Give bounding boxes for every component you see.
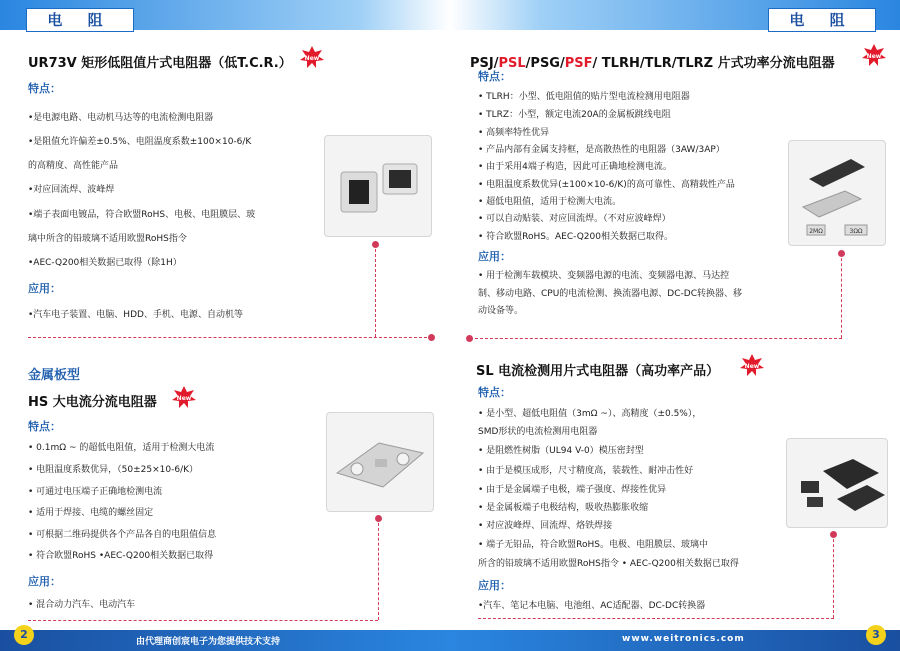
ur73v-feature: •端子表面电镀品，符合欧盟RoHS、电极、电阻膜层、玻	[28, 210, 256, 220]
hs-features-label: 特点：	[28, 420, 61, 433]
psj-app: • 用于检测车载模块、变频器电源的电流、变频器电源、马达控	[478, 271, 730, 281]
psj-feature: • 由于采用4端子构造，因此可正确地检测电流。	[478, 162, 672, 172]
ur73v-feature: •是电源电路、电动机马达等的电流检测电阻器	[28, 113, 214, 123]
divider-line	[28, 337, 432, 338]
page-number-left: 2	[14, 625, 34, 645]
hs-feature: • 可根据二维码提供各个产品各自的电阻值信息	[28, 530, 217, 540]
connector-line	[833, 534, 834, 618]
sl-feature: • 是阻燃性树脂（UL94 V-0）模压密封型	[478, 446, 644, 456]
ur73v-feature: 璃中所含的铅玻璃不适用欧盟RoHS指令	[28, 234, 187, 244]
ur73v-feature: •对应回流焊、波峰焊	[28, 185, 115, 195]
metal-category-title: 金属板型	[28, 368, 81, 383]
divider-line	[470, 338, 842, 339]
psj-feature: • TLRH：小型、低电阻值的贴片型电流检测用电阻器	[478, 92, 690, 102]
sl-app-label: 应用：	[478, 579, 511, 592]
psj-feature: • 超低电阻值，适用于检测大电流。	[478, 197, 622, 207]
footer-band	[0, 630, 900, 651]
new-badge-icon	[172, 386, 196, 408]
sl-feature: 所含的铅玻璃不适用欧盟RoHS指令 • AEC-Q200相关数据已取得	[478, 559, 739, 569]
divider-line	[478, 618, 834, 619]
svg-text:3ΩΩ: 3ΩΩ	[849, 228, 863, 235]
header-tab-left: 电 阻	[26, 8, 134, 32]
svg-text:2MΩ: 2MΩ	[809, 228, 823, 235]
hs-product-photo	[326, 412, 434, 512]
divider-dot	[466, 335, 473, 342]
new-badge-icon	[300, 46, 324, 68]
ur73v-feature: •是阻值允许偏差±0.5%、电阻温度系数±100×10-6/K	[28, 137, 252, 147]
svg-text:New: New	[304, 55, 320, 62]
ur73v-app-label: 应用：	[28, 282, 61, 295]
sl-feature: • 是金属板端子电极结构，吸收热膨胀收缩	[478, 503, 649, 513]
hs-title: HS 大电流分流电阻器	[28, 395, 157, 410]
ur73v-title: UR73V 矩形低阻值片式电阻器（低T.C.R.）	[28, 56, 292, 71]
connector-line	[841, 253, 842, 338]
sl-title: SL 电流检测用片式电阻器（高功率产品）	[476, 364, 720, 379]
new-badge-icon	[740, 354, 764, 376]
hs-feature: • 符合欧盟RoHS •AEC-Q200相关数据已取得	[28, 551, 214, 561]
psj-feature: • 符合欧盟RoHS。AEC-Q200相关数据已取得。	[478, 232, 673, 242]
ur73v-features-label: 特点：	[28, 82, 61, 95]
psj-title: PSJ/PSL/PSG/PSF/ TLRH/TLR/TLRZ 片式功率分流电阻器	[470, 56, 835, 71]
connector-line	[375, 244, 376, 337]
ur73v-product-photo	[324, 135, 432, 237]
ur73v-feature: 的高精度、高性能产品	[28, 161, 119, 171]
header-band	[0, 0, 900, 30]
connector-line	[378, 518, 379, 620]
sl-app: •汽车、笔记本电脑、电池组、AC适配器、DC-DC转换器	[478, 601, 706, 611]
sl-feature: • 由于是金属端子电极，端子强度、焊接性优异	[478, 485, 667, 495]
psj-app: 动设备等。	[478, 306, 524, 316]
psj-feature: • 产品内部有金属支持框，是高散热性的电阻器（3AW/3AP）	[478, 145, 725, 155]
psj-product-photo	[788, 140, 886, 246]
svg-text:New: New	[176, 395, 192, 402]
hs-app-label: 应用：	[28, 575, 61, 588]
hs-feature: • 适用于焊接、电缆的螺丝固定	[28, 508, 154, 518]
psj-app-label: 应用：	[478, 250, 511, 263]
psj-feature: • TLRZ：小型，额定电流20A的金属板跳线电阻	[478, 110, 671, 120]
psj-feature: • 高频率特性优异	[478, 128, 550, 138]
sl-product-photo	[786, 438, 888, 528]
divider-line	[28, 620, 378, 621]
hs-app: • 混合动力汽车、电动汽车	[28, 600, 136, 610]
sl-feature: • 由于是模压成形，尺寸精度高，装载性、耐冲击性好	[478, 466, 694, 476]
psj-features-label: 特点：	[478, 70, 511, 83]
header-tab-right: 电 阻	[768, 8, 876, 32]
hs-feature: • 电阻温度系数优异，（50±25×10-6/K）	[28, 465, 199, 475]
divider-dot	[428, 334, 435, 341]
sl-feature: SMD形状的电流检测用电阻器	[478, 427, 598, 437]
sl-feature: • 对应波峰焊、回流焊、烙铁焊接	[478, 521, 613, 531]
sl-feature: • 端子无铅品，符合欧盟RoHS。电极、电阻膜层、玻璃中	[478, 540, 709, 550]
ur73v-feature: •AEC-Q200相关数据已取得（除1H）	[28, 258, 182, 268]
ur73v-app: •汽车电子装置、电脑、HDD、手机、电源、自动机等	[28, 310, 243, 320]
psj-feature: • 电阻温度系数优异(±100×10-6/K)的高可靠性、高精载性产品	[478, 180, 735, 190]
hs-feature: • 0.1mΩ ~ 的超低电阻值，适用于检测大电流	[28, 443, 215, 453]
footer-support-text: 由代理商创宸电子为您提供技术支持	[136, 637, 281, 647]
new-badge-icon	[862, 44, 886, 66]
page-number-right: 3	[866, 625, 886, 645]
sl-feature: • 是小型、超低电阻值（3mΩ ~）、高精度（±0.5%），	[478, 409, 702, 419]
psj-feature: • 可以自动贴装、对应回流焊。（不对应波峰焊）	[478, 214, 671, 224]
psj-app: 制、移动电路、CPU的电流检测、换流器电源、DC-DC转换器、移	[478, 289, 742, 299]
hs-feature: • 可通过电压端子正确地检测电流	[28, 487, 163, 497]
svg-text:New: New	[744, 363, 760, 370]
sl-features-label: 特点：	[478, 386, 511, 399]
svg-text:New: New	[866, 53, 882, 60]
footer-website-link[interactable]: www.weitronics.com	[622, 634, 745, 644]
